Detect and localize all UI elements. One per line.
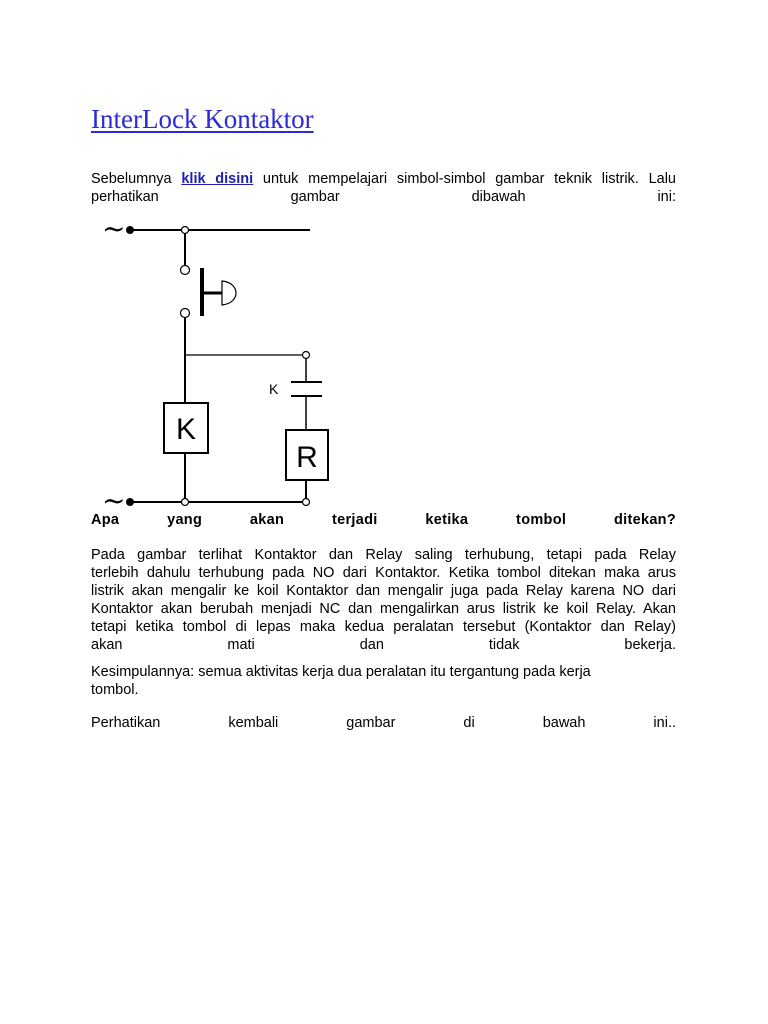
intro-text-before-link: Sebelumnya [91,171,182,187]
explanation-line: tetapi ketika tombol di lepas maka kedua peralatan tersebut (Kontaktor dan Relay) [91,619,676,635]
intro-text-after-link: untuk mempelajari simbol-simbol gambar teknik listrik. Lalu [253,171,676,187]
question-heading: Apa yang akan terjadi ketika tombol ditekan? [91,512,676,528]
conclusion-line-1: Kesimpulannya: semua aktivitas kerja dua peralatan itu tergantung pada kerja [91,664,591,680]
source-symbol-top: ~ [102,212,126,245]
explanation-line: terlebih dahulu terhubung pada NO dari Kontaktor. Ketika tombol ditekan maka arus [91,565,676,581]
intro-line-1 [91,170,676,188]
intro-paragraph [91,170,676,206]
push-button-switch [181,234,237,355]
junction-line [185,352,310,359]
source-symbol-bottom: ~ [102,484,126,517]
explanation-line: akan mati dan tidak bekerja. [91,637,676,653]
contactor-coil [164,355,208,498]
explanation-line: Pada gambar terlihat Kontaktor dan Relay saling terhubung, tetapi pada Relay [91,547,676,563]
next-figure-paragraph: Perhatikan kembali gambar di bawah ini.. [91,715,676,731]
intro-line-2: perhatikan gambar dibawah ini: [91,189,676,205]
no-contact-k [269,359,322,430]
page-title[interactable]: InterLock Kontaktor [91,104,314,134]
top-supply-rail [102,212,310,245]
conclusion-line-2: tombol. [91,682,139,698]
explanation-line: Kontaktor akan berubah menjadi NC dan mengalirkan arus listrik ke koil Relay. Akan [91,601,676,617]
relay-label: R [296,441,318,474]
relay-coil [286,430,328,498]
explanation-line: listrik akan mengalir ke koil Kontaktor dan mengalir juga pada Relay karena NO dari [91,583,676,599]
contactor-label: K [175,413,197,446]
contact-label: K [269,381,279,397]
conclusion-paragraph [91,663,676,699]
interlock-circuit-diagram [96,212,336,517]
explanation-paragraph [91,546,676,654]
click-here-link[interactable]: klik disini [181,171,254,187]
